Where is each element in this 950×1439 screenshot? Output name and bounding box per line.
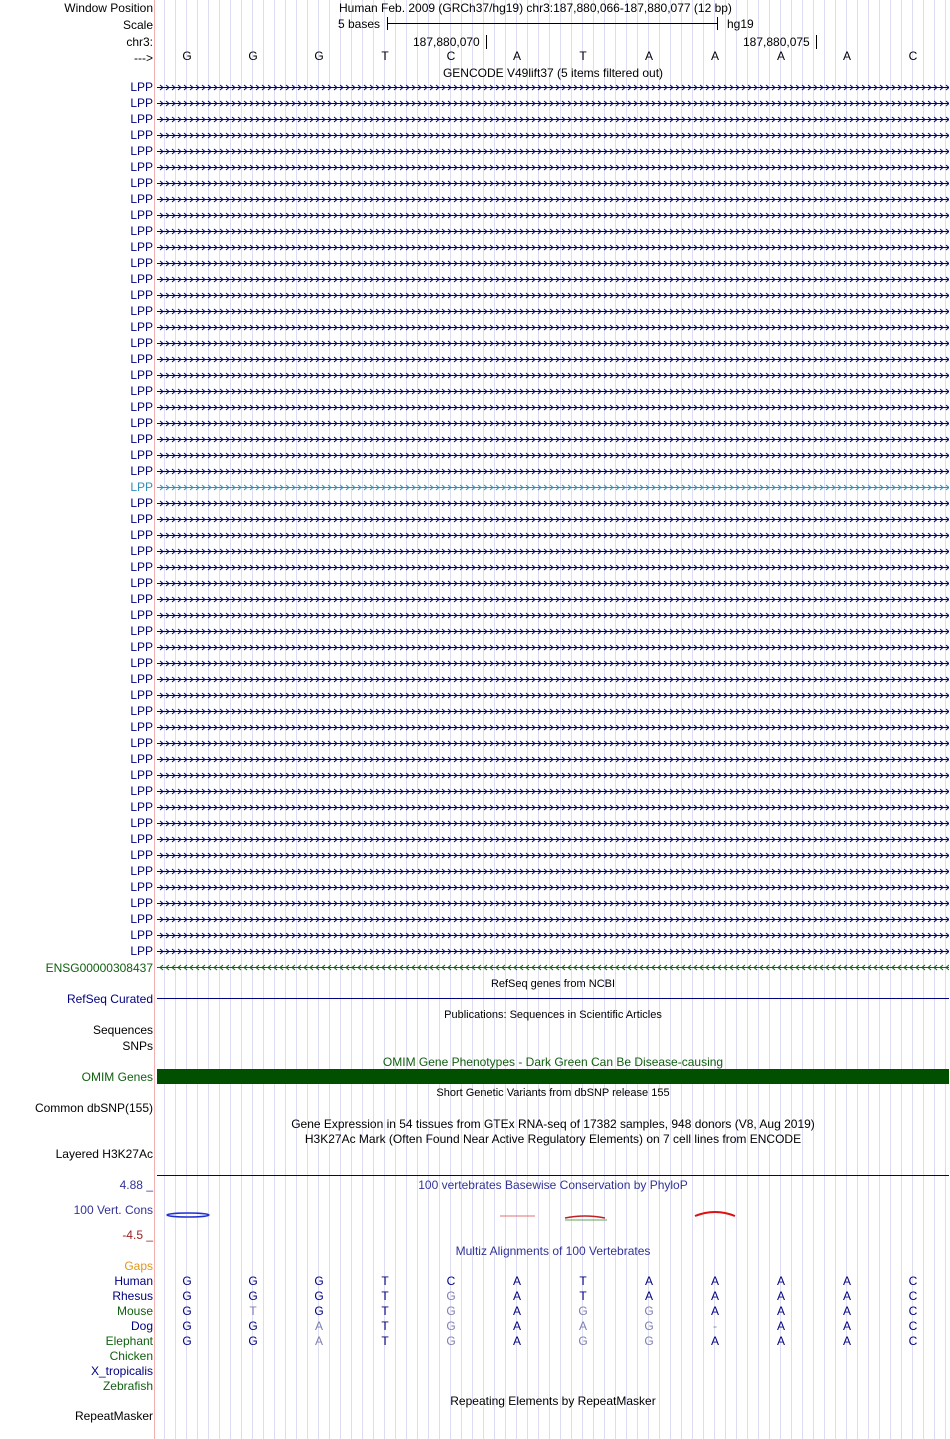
omim-label[interactable]: OMIM Genes — [81, 1070, 153, 1084]
alignment-base: G — [314, 1304, 324, 1318]
gencode-gene-label[interactable]: LPP — [130, 144, 153, 158]
alignment-base: C — [908, 1274, 918, 1288]
phylop-title[interactable]: 100 vertebrates Basewise Conservation by PhyloP — [418, 1178, 688, 1192]
alignment-base: A — [842, 1274, 851, 1288]
gencode-transcript-line[interactable] — [157, 515, 949, 524]
gencode-gene-label[interactable]: LPP — [130, 832, 153, 846]
alignment-base: G — [182, 1304, 192, 1318]
gencode-gene-label[interactable]: LPP — [130, 768, 153, 782]
alignment-base: A — [644, 1274, 653, 1288]
gencode-gene-label[interactable]: LPP — [130, 944, 153, 958]
multiz-title[interactable]: Multiz Alignments of 100 Vertebrates — [455, 1244, 651, 1258]
phylop-label[interactable]: 100 Vert. Cons — [73, 1203, 153, 1217]
alignment-base: T — [249, 1304, 257, 1318]
gencode-gene-label[interactable]: LPP — [130, 912, 153, 926]
gencode-transcript-line[interactable] — [157, 723, 949, 732]
gtex-title[interactable]: Gene Expression in 54 tissues from GTEx RNA-seq of 17382 samples, 948 donors (V8, Aug 2019) — [291, 1117, 815, 1131]
gencode-gene-label[interactable]: LPP — [130, 656, 153, 670]
gencode-gene-label[interactable]: LPP — [130, 400, 153, 414]
gencode-gene-label[interactable]: LPP — [130, 784, 153, 798]
gencode-transcript-line[interactable] — [157, 707, 949, 716]
alignment-base: G — [644, 1319, 654, 1333]
species-label[interactable]: Zebrafish — [102, 1379, 153, 1393]
alignment-base: A — [512, 1304, 521, 1318]
alignment-base: G — [644, 1334, 654, 1348]
repeat-title[interactable]: Repeating Elements by RepeatMasker — [450, 1394, 656, 1408]
reference-base: G — [248, 49, 258, 63]
alignment-base: T — [381, 1274, 389, 1288]
alignment-base: G — [578, 1304, 588, 1318]
alignment-base: A — [776, 1334, 785, 1348]
gencode-transcript-line[interactable] — [157, 931, 949, 940]
alignment-base: A — [776, 1289, 785, 1303]
gencode-transcript-line[interactable] — [157, 819, 949, 828]
gencode-transcript-line[interactable] — [157, 531, 949, 540]
species-label[interactable]: Mouse — [116, 1304, 153, 1318]
phylop-min: -4.5 _ — [122, 1228, 153, 1242]
gencode-transcript-line[interactable] — [157, 291, 949, 300]
gencode-gene-label[interactable]: LPP — [130, 496, 153, 510]
gencode-gene-label[interactable]: LPP — [130, 576, 153, 590]
alignment-base: G — [446, 1304, 456, 1318]
gaps-label[interactable]: Gaps — [124, 1259, 153, 1273]
gencode-transcript-line[interactable] — [157, 387, 949, 396]
gencode-transcript-line[interactable] — [157, 99, 949, 108]
gencode-gene-label[interactable]: LPP — [130, 352, 153, 366]
alignment-base: A — [776, 1304, 785, 1318]
gencode-transcript-line[interactable] — [157, 755, 949, 764]
reference-base: A — [710, 49, 719, 63]
scale-bar-left-tick — [387, 17, 388, 30]
gencode-gene-label[interactable]: LPP — [130, 816, 153, 830]
alignment-base: A — [512, 1334, 521, 1348]
alignment-base: G — [182, 1274, 192, 1288]
gencode-gene-label[interactable]: LPP — [130, 608, 153, 622]
gencode-gene-label[interactable]: LPP — [130, 416, 153, 430]
pubs-title[interactable]: Publications: Sequences in Scientific Articles — [444, 1009, 662, 1021]
alignment-base: - — [713, 1319, 717, 1333]
scale-bar-right-tick — [717, 17, 718, 30]
reference-base: T — [381, 49, 389, 63]
gencode-transcript-line[interactable] — [157, 115, 949, 124]
gencode-gene-label[interactable]: LPP — [130, 160, 153, 174]
alignment-base: G — [248, 1274, 258, 1288]
gencode-transcript-line[interactable] — [157, 771, 949, 780]
gencode-transcript-line[interactable] — [157, 947, 949, 956]
h3k27ac-label[interactable]: Layered H3K27Ac — [55, 1147, 153, 1161]
alignment-base: C — [908, 1289, 918, 1303]
ensg-label[interactable]: ENSG00000308437 — [45, 961, 153, 975]
alignment-base: G — [314, 1274, 324, 1288]
gencode-gene-label[interactable]: LPP — [130, 752, 153, 766]
pubs-label-sequences[interactable]: Sequences — [92, 1023, 153, 1037]
gencode-transcript-line[interactable] — [157, 275, 949, 284]
alignment-base: T — [381, 1304, 389, 1318]
gencode-transcript-line[interactable] — [157, 899, 949, 908]
reference-base: T — [579, 49, 587, 63]
gencode-transcript-line[interactable] — [157, 371, 949, 380]
gencode-transcript-line[interactable] — [157, 627, 949, 636]
gencode-gene-label[interactable]: LPP — [130, 112, 153, 126]
gencode-gene-label[interactable]: LPP — [130, 480, 153, 494]
gencode-gene-label[interactable]: LPP — [130, 288, 153, 302]
alignment-base: A — [512, 1319, 521, 1333]
gencode-gene-label[interactable]: LPP — [130, 560, 153, 574]
scale-db: hg19 — [727, 17, 754, 31]
gencode-gene-label[interactable]: LPP — [130, 528, 153, 542]
alignment-base: A — [512, 1274, 521, 1288]
assembly-title[interactable]: Human Feb. 2009 (GRCh37/hg19) chr3:187,880,066-187,880,077 (12 bp) — [339, 1, 732, 15]
gencode-transcript-line[interactable] — [157, 355, 949, 364]
alignment-base: T — [381, 1319, 389, 1333]
reference-bases — [0, 49, 950, 63]
gencode-gene-label[interactable]: LPP — [130, 384, 153, 398]
alignment-base: A — [776, 1319, 785, 1333]
gencode-gene-label[interactable]: LPP — [130, 464, 153, 478]
gencode-transcript-line[interactable] — [157, 787, 949, 796]
ensg-gene-line[interactable] — [157, 963, 949, 972]
alignment-base: G — [182, 1319, 192, 1333]
gencode-transcript-line[interactable] — [157, 83, 949, 92]
gencode-gene-label[interactable]: LPP — [130, 704, 153, 718]
gencode-gene-label[interactable]: LPP — [130, 176, 153, 190]
gencode-transcript-line[interactable] — [157, 419, 949, 428]
alignment-base: T — [579, 1289, 587, 1303]
gencode-transcript-line[interactable] — [157, 163, 949, 172]
gencode-transcript-line[interactable] — [157, 179, 949, 188]
species-label[interactable]: Human — [114, 1274, 153, 1288]
alignment-base: A — [314, 1319, 323, 1333]
alignment-base: A — [578, 1319, 587, 1333]
coord-left-tick — [486, 35, 487, 49]
alignment-base: G — [446, 1289, 456, 1303]
gencode-gene-label[interactable]: LPP — [130, 688, 153, 702]
species-label[interactable]: X_tropicalis — [90, 1364, 153, 1378]
alignment-base: A — [710, 1289, 719, 1303]
gencode-transcript-line[interactable] — [157, 563, 949, 572]
gencode-gene-label[interactable]: LPP — [130, 80, 153, 94]
repeat-label[interactable]: RepeatMasker — [74, 1409, 153, 1423]
gencode-transcript-line[interactable] — [157, 643, 949, 652]
alignment-base: T — [579, 1274, 587, 1288]
gencode-gene-label[interactable]: LPP — [130, 256, 153, 270]
gencode-gene-label[interactable]: LPP — [130, 368, 153, 382]
gencode-transcript-line[interactable] — [157, 579, 949, 588]
gencode-transcript-line[interactable] — [157, 883, 949, 892]
gencode-transcript-line[interactable] — [157, 675, 949, 684]
gencode-gene-label[interactable]: LPP — [130, 336, 153, 350]
alignment-base: C — [908, 1334, 918, 1348]
gencode-title[interactable]: GENCODE V49lift37 (5 items filtered out) — [442, 66, 664, 80]
gencode-gene-label[interactable]: LPP — [130, 544, 153, 558]
gencode-gene-label[interactable]: LPP — [130, 720, 153, 734]
reference-base: A — [776, 49, 785, 63]
alignment-base: G — [578, 1334, 588, 1348]
refseq-line[interactable] — [157, 998, 949, 999]
alignment-base: G — [446, 1334, 456, 1348]
alignment-base: A — [776, 1274, 785, 1288]
refseq-title[interactable]: RefSeq genes from NCBI — [490, 978, 616, 990]
scale-label: Scale — [122, 18, 153, 32]
gencode-gene-label[interactable]: LPP — [130, 848, 153, 862]
alignment-base: A — [842, 1304, 851, 1318]
reference-base: C — [908, 49, 918, 63]
alignment-base: G — [644, 1304, 654, 1318]
reference-base: A — [842, 49, 851, 63]
window-position-label: Window Position — [64, 1, 153, 15]
gencode-gene-label[interactable]: LPP — [130, 736, 153, 750]
dbsnp-title[interactable]: Short Genetic Variants from dbSNP release 155 — [436, 1087, 670, 1099]
alignment-base: G — [248, 1289, 258, 1303]
species-label[interactable]: Elephant — [105, 1334, 153, 1348]
gencode-transcript-line[interactable] — [157, 467, 949, 476]
coord-right: 187,880,075 — [743, 35, 810, 49]
alignment-base: G — [446, 1319, 456, 1333]
gencode-gene-label[interactable]: LPP — [130, 128, 153, 142]
alignment-base: A — [842, 1334, 851, 1348]
gencode-transcript-line[interactable] — [157, 611, 949, 620]
gencode-transcript-line[interactable] — [157, 259, 949, 268]
gencode-transcript-line[interactable] — [157, 835, 949, 844]
alignment-base: C — [908, 1304, 918, 1318]
gencode-gene-label[interactable]: LPP — [130, 224, 153, 238]
reference-base: C — [446, 49, 456, 63]
scale-bar — [387, 23, 718, 24]
alignment-base: T — [381, 1334, 389, 1348]
gencode-gene-label[interactable]: LPP — [130, 448, 153, 462]
gencode-transcript-line[interactable] — [157, 691, 949, 700]
alignment-base: G — [248, 1319, 258, 1333]
gencode-transcript-line[interactable] — [157, 867, 949, 876]
gencode-transcript-line[interactable] — [157, 499, 949, 508]
alignment-base: A — [644, 1289, 653, 1303]
gencode-transcript-line[interactable] — [157, 403, 949, 412]
gencode-gene-label[interactable]: LPP — [130, 880, 153, 894]
gencode-transcript-line[interactable] — [157, 451, 949, 460]
gencode-transcript-line[interactable] — [157, 483, 949, 492]
gencode-transcript-line[interactable] — [157, 659, 949, 668]
gencode-transcript-line[interactable] — [157, 227, 949, 236]
gencode-transcript-line[interactable] — [157, 147, 949, 156]
gencode-transcript-line[interactable] — [157, 323, 949, 332]
alignment-base: A — [710, 1304, 719, 1318]
gencode-gene-label[interactable]: LPP — [130, 896, 153, 910]
alignment-base: T — [381, 1289, 389, 1303]
gencode-transcript-line[interactable] — [157, 851, 949, 860]
gencode-gene-label[interactable]: LPP — [130, 864, 153, 878]
alignment-base: A — [314, 1334, 323, 1348]
reference-base: A — [512, 49, 521, 63]
gencode-transcript-line[interactable] — [157, 307, 949, 316]
alignment-base: A — [710, 1334, 719, 1348]
alignment-base: A — [842, 1319, 851, 1333]
alignment-base: A — [842, 1289, 851, 1303]
gencode-transcript-line[interactable] — [157, 547, 949, 556]
pubs-label-snps[interactable]: SNPs — [122, 1039, 153, 1053]
dbsnp-label[interactable]: Common dbSNP(155) — [34, 1101, 153, 1115]
gencode-gene-label[interactable]: LPP — [130, 304, 153, 318]
gencode-transcript-line[interactable] — [157, 131, 949, 140]
phylop-plot[interactable] — [157, 1205, 949, 1225]
gencode-gene-label[interactable]: LPP — [130, 512, 153, 526]
reference-base: A — [644, 49, 653, 63]
gencode-gene-label[interactable]: LPP — [130, 928, 153, 942]
alignment-base: C — [908, 1319, 918, 1333]
gencode-transcript-line[interactable] — [157, 339, 949, 348]
chrom-label: chr3: — [126, 35, 153, 49]
alignment-base: G — [182, 1289, 192, 1303]
gencode-gene-label[interactable]: LPP — [130, 624, 153, 638]
alignment-base: A — [710, 1274, 719, 1288]
gencode-gene-label[interactable]: LPP — [130, 640, 153, 654]
gencode-transcript-line[interactable] — [157, 803, 949, 812]
phylop-max: 4.88 _ — [119, 1178, 153, 1192]
gencode-gene-label[interactable]: LPP — [130, 672, 153, 686]
gencode-transcript-line[interactable] — [157, 435, 949, 444]
alignment-base: G — [248, 1334, 258, 1348]
scale-text: 5 bases — [338, 17, 381, 31]
coord-left: 187,880,070 — [413, 35, 480, 49]
omim-bar[interactable] — [157, 1069, 949, 1084]
h3k27ac-baseline — [157, 1175, 949, 1176]
gencode-gene-label[interactable]: LPP — [130, 592, 153, 606]
alignment-base: A — [512, 1289, 521, 1303]
gencode-transcript-line[interactable] — [157, 243, 949, 252]
gencode-transcript-line[interactable] — [157, 595, 949, 604]
label-divider — [154, 0, 155, 1439]
gencode-gene-label[interactable]: LPP — [130, 800, 153, 814]
gencode-gene-label[interactable]: LPP — [130, 96, 153, 110]
refseq-label[interactable]: RefSeq Curated — [66, 992, 153, 1006]
gencode-gene-label[interactable]: LPP — [130, 432, 153, 446]
reference-base: G — [182, 49, 192, 63]
gencode-gene-label[interactable]: LPP — [130, 320, 153, 334]
alignment-base: C — [446, 1274, 456, 1288]
gencode-transcript-line[interactable] — [157, 211, 949, 220]
omim-title[interactable]: OMIM Gene Phenotypes - Dark Green Can Be Disease-causing — [382, 1055, 724, 1069]
strand-label: ---> — [134, 51, 153, 65]
gencode-gene-label[interactable]: LPP — [130, 208, 153, 222]
gencode-transcript-line[interactable] — [157, 195, 949, 204]
gencode-transcript-line[interactable] — [157, 915, 949, 924]
gencode-gene-label[interactable]: LPP — [130, 192, 153, 206]
coord-right-tick — [816, 35, 817, 49]
species-label[interactable]: Dog — [130, 1319, 153, 1333]
gencode-gene-label[interactable]: LPP — [130, 272, 153, 286]
species-label[interactable]: Rhesus — [112, 1289, 153, 1303]
species-label[interactable]: Chicken — [109, 1349, 153, 1363]
h3k27ac-title[interactable]: H3K27Ac Mark (Often Found Near Active Regulatory Elements) on 7 cell lines from ENCODE — [304, 1132, 802, 1146]
gencode-transcript-line[interactable] — [157, 739, 949, 748]
gencode-gene-label[interactable]: LPP — [130, 240, 153, 254]
reference-base: G — [314, 49, 324, 63]
alignment-base: G — [182, 1334, 192, 1348]
alignment-base: G — [314, 1289, 324, 1303]
